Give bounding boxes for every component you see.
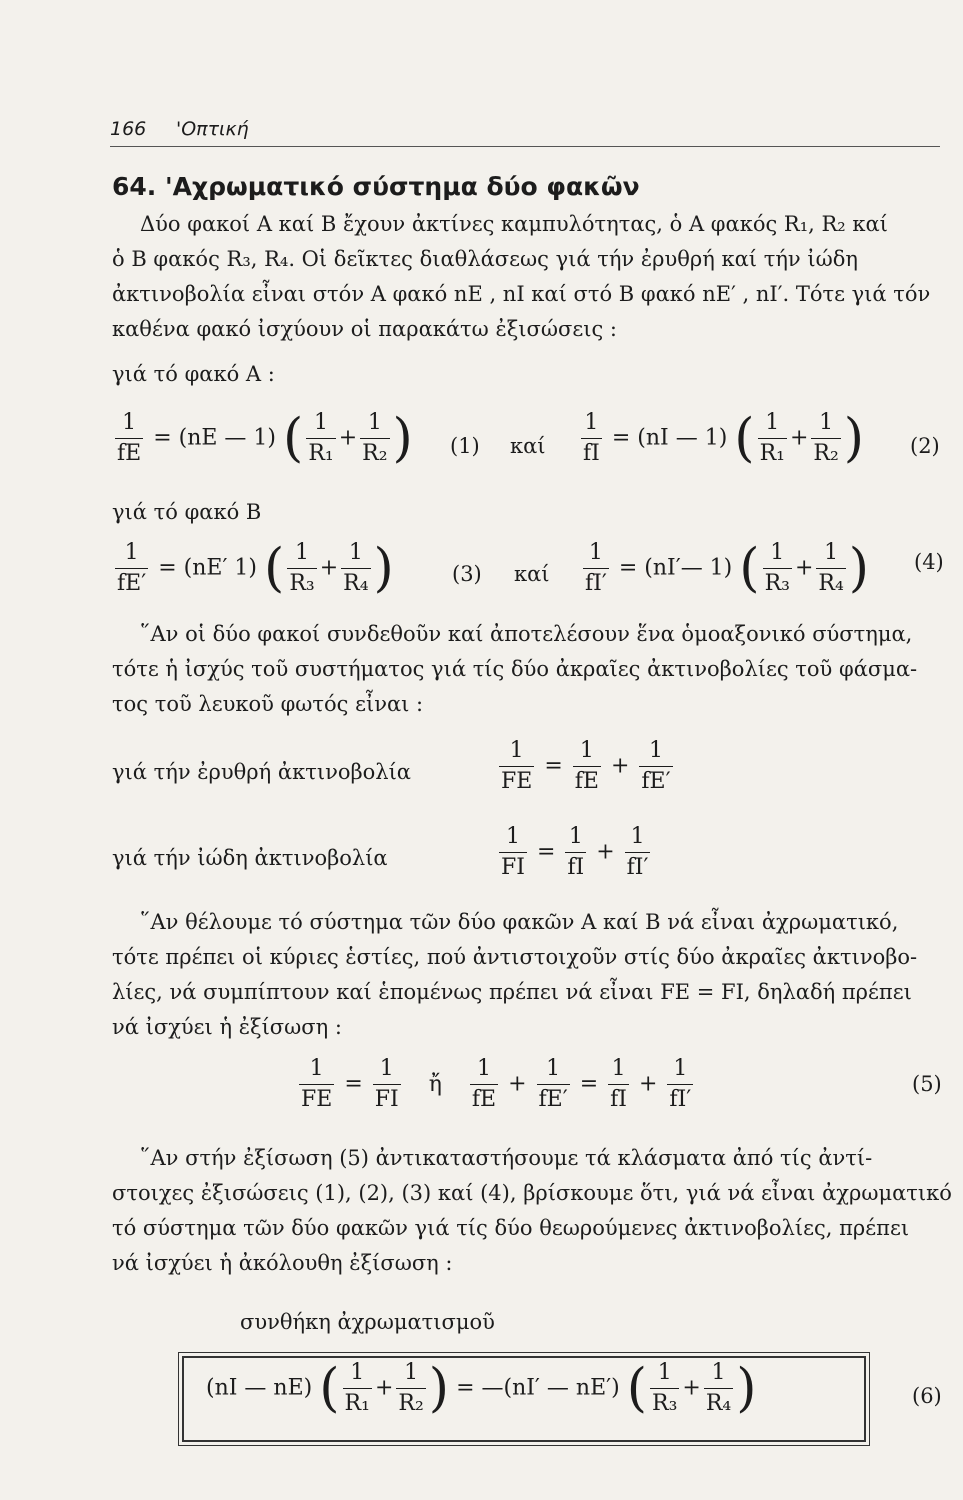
equation-6: (nI — nE) ( $\frac{1}{\text{R₁}}$ + $\frac{1}{\text{R₂}}$ ) = —(nI′ — nE′) ( $\frac{1}{\text{R₃}}$ + $\frac{1}{\text{R₄}}$ ) — [206, 1358, 757, 1419]
kai-connector-2: καί — [514, 562, 550, 586]
equation-number-4: (4) — [914, 550, 944, 574]
achromatic-line-2: τότε πρέπει οἱ κύριες ἑστίες, πού ἀντιστοιχοῦν στίς δύο ἀκραῖες ἀκτινοβο- — [112, 945, 918, 969]
intro-line-1: Δύο φακοί Α καί Β ἔχουν ἀκτίνες καμπυλότητας, ὁ Α φακός R₁, R₂ καί — [140, 212, 888, 236]
system-line-1: ῞Αν οἱ δύο φακοί συνδεθοῦν καί ἀποτελέσουν ἕνα ὁμοαξονικό σύστημα, — [140, 622, 913, 646]
section-title: 64. 'Αχρωματικό σύστημα δύο φακῶν — [112, 172, 640, 201]
page-number: 166 — [110, 118, 147, 140]
substitute-line-1: ῞Αν στήν ἐξίσωση (5) ἀντικαταστήσουμε τά κλάσματα ἀπό τίς ἀντί- — [140, 1146, 873, 1170]
lens-a-label: γιά τό φακό Α : — [112, 362, 275, 386]
equation-number-2: (2) — [910, 434, 940, 458]
equation-number-3: (3) — [452, 562, 482, 586]
running-title: 'Οπτική — [176, 118, 249, 140]
intro-line-4: καθένα φακό ἰσχύουν οἱ παρακάτω ἐξισώσεις : — [112, 317, 617, 341]
equation-2: $\frac{1}{fI}$ = (nI — 1) ( $\frac{1}{\text{R₁}}$ + $\frac{1}{\text{R₂}}$ ) — [583, 408, 865, 469]
intro-line-2: ὁ Β φακός R₃, R₄. Οἱ δεῖκτες διαθλάσεως γιά τήν ἐρυθρή καί τήν ἰώδη — [112, 247, 858, 271]
substitute-line-2: στοιχες ἐξισώσεις (1), (2), (3) καί (4), βρίσκουμε ὅτι, γιά νά εἶναι ἀχρωματικό — [112, 1181, 952, 1205]
system-line-2: τότε ἡ ἰσχύς τοῦ συστήματος γιά τίς δύο ἀκραῖες ἀκτινοβολίες τοῦ φάσμα- — [112, 657, 918, 681]
equation-number-1: (1) — [450, 434, 480, 458]
violet-label: γιά τήν ἰώδη ἀκτινοβολία — [112, 846, 388, 870]
lens-b-label: γιά τό φακό Β — [112, 500, 262, 524]
substitute-line-4: νά ἰσχύει ἡ ἀκόλουθη ἐξίσωση : — [112, 1251, 453, 1275]
kai-connector-1: καί — [510, 434, 546, 458]
equation-violet: $\frac{1}{FI}$ = $\frac{1}{fI}$ + $\frac{1}{fI'}$ — [501, 824, 649, 880]
system-line-3: τος τοῦ λευκοῦ φωτός εἶναι : — [112, 692, 424, 716]
equation-4: $\frac{1}{fI'}$ = (nI′— 1) ( $\frac{1}{\text{R₃}}$ + $\frac{1}{\text{R₄}}$ ) — [585, 538, 870, 599]
substitute-line-3: τό σύστημα τῶν δύο φακῶν γιά τίς δύο θεωρούμενες ἀκτινοβολίες, πρέπει — [112, 1216, 910, 1240]
equation-red: $\frac{1}{FE}$ = $\frac{1}{fE}$ + $\frac{1}{fE'}$ — [501, 738, 671, 794]
equation-5: $\frac{1}{FE}$ = $\frac{1}{FI}$ ἤ $\frac{1}{fE}$ + $\frac{1}{fE'}$ = $\frac{1}{fI}$ + $\frac{1}{fI'}$ — [301, 1056, 692, 1112]
red-label: γιά τήν ἐρυθρή ἀκτινοβολία — [112, 760, 411, 784]
condition-title: συνθήκη ἀχρωματισμοῦ — [240, 1310, 495, 1334]
achromatic-line-4: νά ἰσχύει ἡ ἐξίσωση : — [112, 1015, 342, 1039]
achromatic-line-1: ῞Αν θέλουμε τό σύστημα τῶν δύο φακῶν Α καί Β νά εἶναι ἀχρωματικό, — [140, 910, 899, 934]
equation-number-6: (6) — [912, 1384, 942, 1408]
achromatic-line-3: λίες, νά συμπίπτουν καί ἑπομένως πρέπει νά εἶναι FE = FI, δηλαδή πρέπει — [112, 980, 912, 1004]
equation-3: $\frac{1}{fE'}$ = (nE′ 1) ( $\frac{1}{\text{R₃}}$ + $\frac{1}{\text{R₄}}$ ) — [117, 538, 394, 599]
intro-line-3: ἀκτινοβολία εἶναι στόν Α φακό nE , nI καί στό Β φακό nE′ , nI′. Τότε γιά τόν — [112, 282, 931, 306]
equation-1: $\frac{1}{fE}$ = (nE — 1) ( $\frac{1}{\text{R₁}}$ + $\frac{1}{\text{R₂}}$ ) — [117, 408, 413, 469]
equation-number-5: (5) — [912, 1072, 942, 1096]
page-header — [110, 112, 940, 147]
